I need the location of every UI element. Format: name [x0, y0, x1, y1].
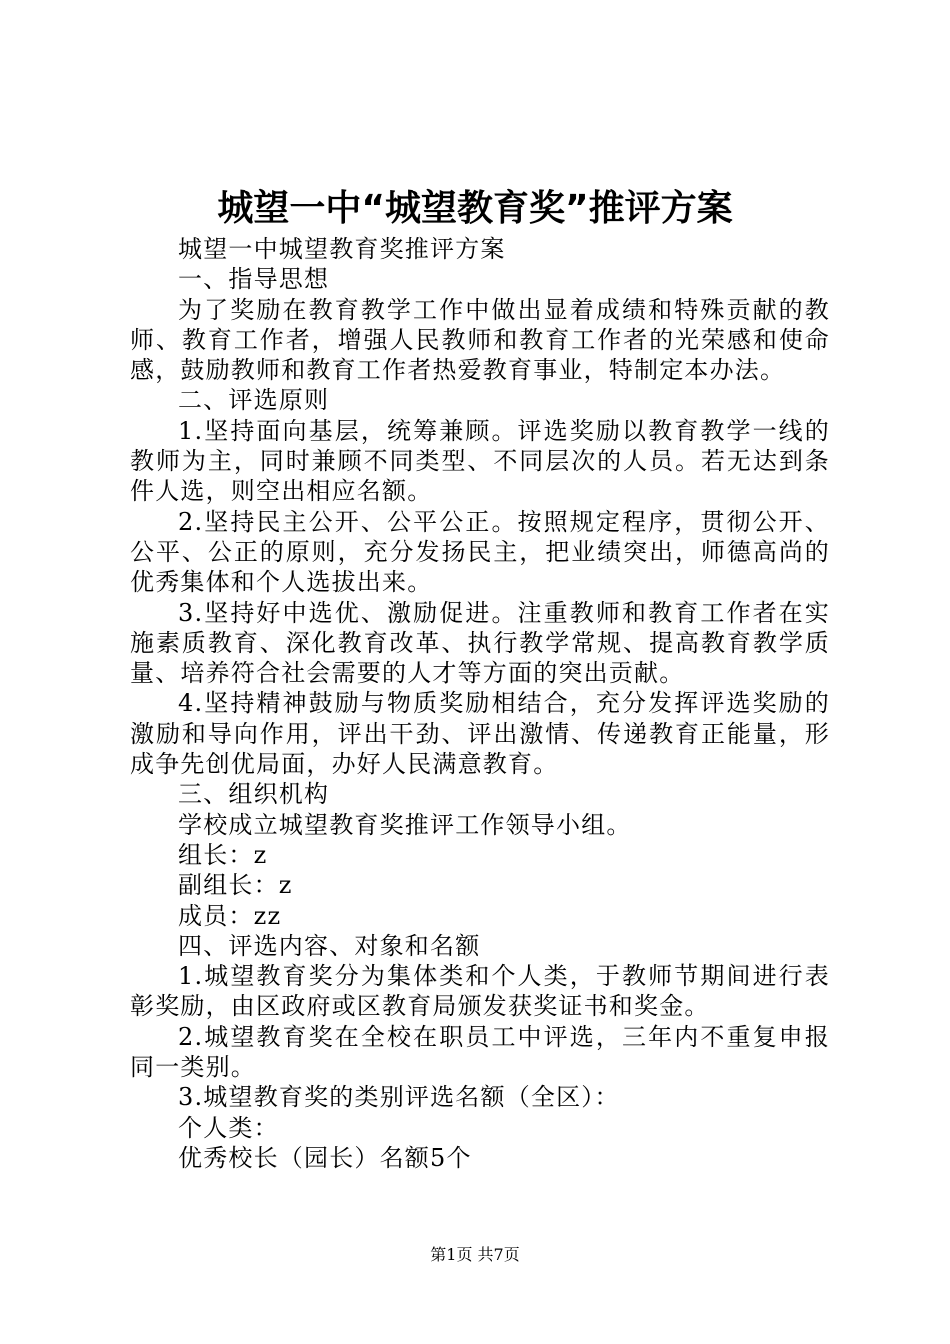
- paragraph-doc-heading: 城望一中城望教育奖推评方案: [178, 235, 506, 263]
- section-heading-content-and-quota: 四、评选内容、对象和名额: [178, 931, 481, 960]
- paragraph-principle-2: 2.坚持民主公开、公平公正。按照规定程序，贯彻公开、公平、公正的原则，充分发扬民主，把业绩突出，师德高尚的优秀集体和个人选拔出来。: [130, 507, 830, 597]
- paragraph-item-1: 1.城望教育奖分为集体类和个人类，于教师节期间进行表彰奖励，由区政府或区教育局颁发获奖证书和奖金。: [130, 962, 830, 1021]
- section-heading-selection-principles: 二、评选原则: [178, 386, 330, 415]
- section-heading-organization: 三、组织机构: [178, 780, 330, 809]
- paragraph-principal-quota: 优秀校长（园长）名额5个: [178, 1143, 472, 1172]
- paragraph-leading-group: 学校成立城望教育奖推评工作领导小组。: [178, 810, 632, 839]
- paragraph-purpose: 为了奖励在教育教学工作中做出显着成绩和特殊贡献的教师、教育工作者，增强人民教师和教育工作者的光荣感和使命感，鼓励教师和教育工作者热爱教育事业，特制定本办法。: [130, 295, 830, 385]
- paragraph-principle-4: 4.坚持精神鼓励与物质奖励相结合，充分发挥评选奖励的激励和导向作用，评出干劲、评出激情、传递教育正能量，形成争先创优局面，办好人民满意教育。: [130, 689, 830, 779]
- paragraph-deputy-leader: 副组长：z: [178, 871, 293, 900]
- paragraph-group-leader: 组长：z: [178, 840, 268, 869]
- paragraph-principle-3: 3.坚持好中选优、激励促进。注重教师和教育工作者在实施素质教育、深化教育改革、执行教学常规、提高教育教学质量、培养符合社会需要的人才等方面的突出贡献。: [130, 598, 830, 688]
- paragraph-principle-1: 1.坚持面向基层，统筹兼顾。评选奖励以教育教学一线的教师为主，同时兼顾不同类型、不同层次的人员。若无达到条件人选，则空出相应名额。: [130, 416, 830, 506]
- document-title: 城望一中“城望教育奖”推评方案: [217, 188, 733, 229]
- section-heading-guiding-ideology: 一、指导思想: [178, 265, 330, 294]
- paragraph-item-3: 3.城望教育奖的类别评选名额（全区）：: [178, 1083, 620, 1112]
- document-body: [130, 234, 830, 1173]
- paragraph-individual-category: 个人类：: [178, 1113, 279, 1142]
- paragraph-members: 成员：zz: [178, 901, 282, 930]
- paragraph-item-2: 2.城望教育奖在全校在职员工中评选，三年内不重复申报同一类别。: [130, 1022, 830, 1082]
- page-footer: 第1页 共7页: [430, 1245, 520, 1264]
